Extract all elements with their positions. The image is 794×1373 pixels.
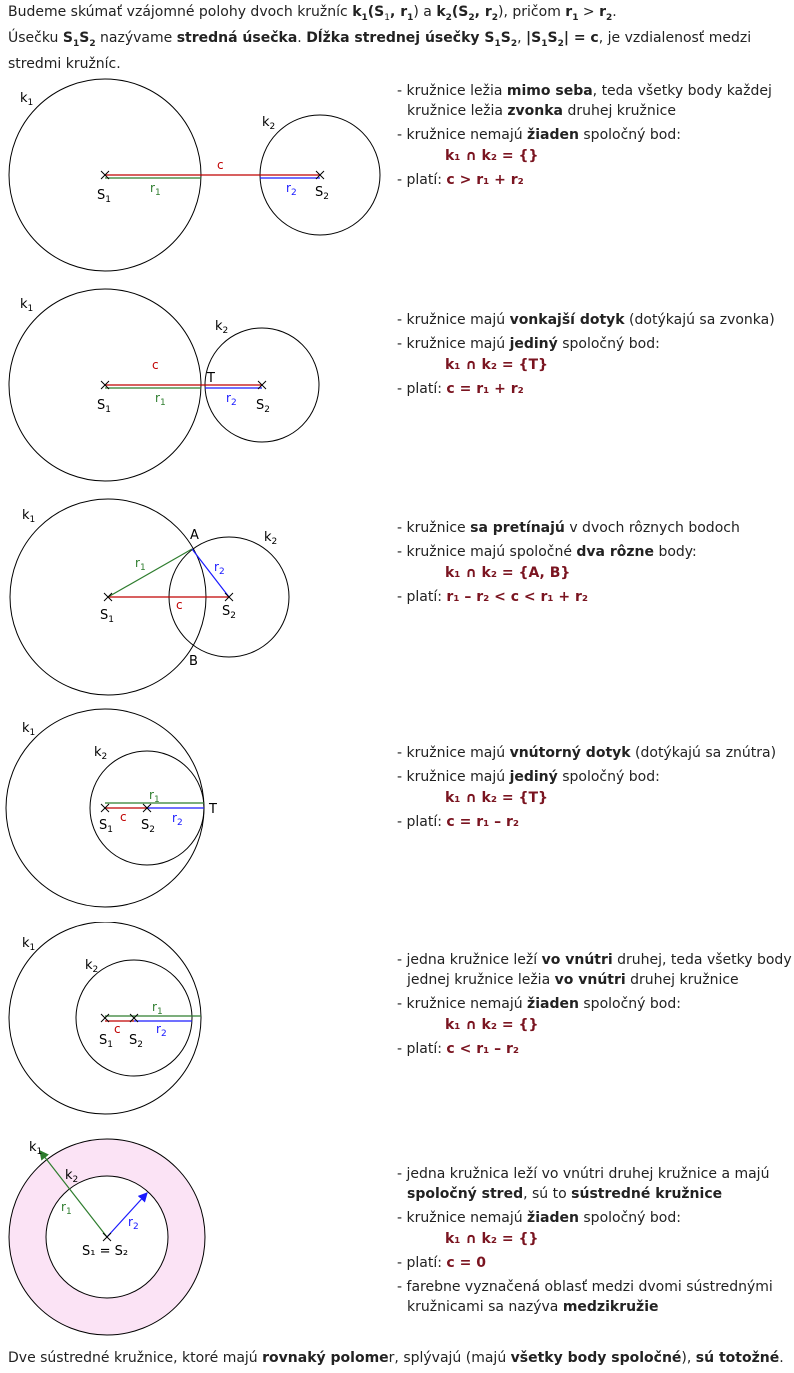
label-s1: $S_1$ <box>100 608 114 625</box>
diagram-concentric <box>0 1135 400 1340</box>
r1-symbol: r <box>565 4 573 20</box>
k2-args-sub: 2 <box>468 12 475 23</box>
desc-item: - kružnice sa pretínajú v dvoch rôznych bodoch <box>397 520 740 536</box>
section-concentric <box>0 1135 794 1340</box>
footer-d: všetky body spoločné <box>510 1350 682 1366</box>
k1-sub: 1 <box>361 12 368 23</box>
formula-intersection: k₁ ∩ k₂ = {T} <box>445 357 548 373</box>
k2-args-open: (S <box>451 4 469 20</box>
desc-item: - kružnice majú spoločné dva rôzne body: <box>397 544 697 560</box>
label-r1: $r_1$ <box>149 788 160 805</box>
label-s2: $S_2$ <box>129 1033 143 1050</box>
desc-item: - jedna kružnica leží vo vnútri druhej kružnice a majú spoločný stred, sú to sústredné kružnice <box>397 1166 770 1202</box>
label-r2: $r_2$ <box>214 560 225 577</box>
section-inside <box>0 922 794 1122</box>
label-c: c <box>120 810 127 824</box>
intro-nazyvame: nazývame <box>95 29 177 46</box>
desc-item: - platí: c = r₁ + r₂ <box>397 381 524 397</box>
label-r1: $r_1$ <box>61 1200 72 1217</box>
label-t: T <box>207 371 215 386</box>
footer-a: Dve sústredné kružnice, ktoré majú <box>8 1350 263 1366</box>
label-s1: $S_1$ <box>97 398 111 415</box>
k1-args-r: , r <box>390 4 408 20</box>
label-r2: $r_2$ <box>226 391 237 408</box>
label-r1: $r_1$ <box>152 1000 163 1017</box>
diagram-external-touch <box>0 285 400 485</box>
k1-args-open: (S <box>367 4 385 20</box>
label-r2: $r_2$ <box>128 1215 139 1232</box>
intro-end: . <box>612 4 617 20</box>
label-a: A <box>190 528 199 543</box>
label-s2: $S_2$ <box>315 185 329 202</box>
diagram-internal-touch <box>0 707 400 912</box>
footer-g: . <box>779 1350 784 1366</box>
label-k2: $k_2$ <box>85 958 99 975</box>
label-k1: $k_1$ <box>22 721 36 738</box>
desc-item: - kružnice majú vnútorný dotyk (dotýkajú sa znútra) <box>397 745 777 761</box>
footer-b: rovnaký polome <box>262 1350 389 1366</box>
k2-sub: 2 <box>445 12 452 23</box>
intro-dot: . <box>297 29 307 46</box>
s1s2-sub1: 1 <box>72 38 80 49</box>
desc-item: - farebne vyznačená oblasť medzi dvomi sústrednými kružnicami sa nazýva medzikružie <box>397 1279 773 1315</box>
label-s2: $S_2$ <box>141 818 155 835</box>
r2-symbol: r <box>599 4 607 20</box>
label-r2: $r_2$ <box>156 1022 167 1039</box>
label-s1: $S_1$ <box>99 1033 113 1050</box>
s1s2-s-b: S <box>79 29 90 46</box>
description-external-touch <box>397 310 792 403</box>
k2-args-r-sub: 2 <box>491 12 499 23</box>
diagram-intersecting <box>0 497 400 697</box>
label-c: c <box>152 358 159 372</box>
desc-item: - platí: c = 0 <box>397 1255 486 1271</box>
intro-and: a <box>418 4 437 20</box>
label-c: c <box>217 158 224 172</box>
s1s2-s: S <box>62 29 73 46</box>
label-s1: $S_1$ <box>99 818 113 835</box>
intro-pricom: , pričom <box>503 4 566 20</box>
intro-line-1 <box>8 2 788 28</box>
footer-note <box>8 1348 788 1368</box>
label-t: T <box>209 802 217 817</box>
label-s1: $S_1$ <box>97 188 111 205</box>
intro-usecku: Úsečku <box>8 29 63 46</box>
desc-item: - kružnice majú vonkajší dotyk (dotýkajú sa zvonka) <box>397 312 775 328</box>
label-k1: $k_1$ <box>22 936 36 953</box>
k2-symbol: k <box>436 4 446 20</box>
desc-item: - kružnice nemajú žiaden spoločný bod: <box>397 127 681 143</box>
label-r2: $r_2$ <box>286 181 297 198</box>
description-internal-touch <box>397 743 792 836</box>
label-c: c <box>176 598 183 612</box>
desc-item: - platí: c < r₁ – r₂ <box>397 1041 520 1057</box>
diagram-outside <box>0 75 400 275</box>
label-k1: $k_1$ <box>20 297 34 314</box>
formula-intersection: k₁ ∩ k₂ = {} <box>445 148 539 164</box>
r1-sub: 1 <box>572 12 579 23</box>
footer-f: sú totožné <box>695 1350 780 1366</box>
label-c: c <box>114 1022 121 1036</box>
label-s2: $S_2$ <box>256 398 270 415</box>
r2-sub: 2 <box>606 12 613 23</box>
desc-item: - kružnice nemajú žiaden spoločný bod: <box>397 996 681 1012</box>
desc-item: - kružnice majú jediný spoločný bod: <box>397 769 660 785</box>
dlzka-sub1: 1 <box>494 38 501 49</box>
abs-s-b: S <box>547 29 558 46</box>
k2-args-close: ) <box>498 4 504 20</box>
intro-line-3: stredmi kružníc. <box>8 55 121 72</box>
stredna-usecka-term: stredná úsečka <box>176 29 298 46</box>
section-intersecting <box>0 497 794 697</box>
label-b: B <box>189 654 198 669</box>
s1s2-sub2: 2 <box>89 38 96 49</box>
formula-intersection: k₁ ∩ k₂ = {} <box>445 1017 539 1033</box>
footer-e: ), <box>681 1350 696 1366</box>
description-concentric <box>397 1164 792 1321</box>
label-k1: $k_1$ <box>29 1140 43 1157</box>
description-outside <box>397 81 792 194</box>
desc-item: - platí: c = r₁ – r₂ <box>397 814 520 830</box>
label-k2: $k_2$ <box>94 745 108 762</box>
label-k1: $k_1$ <box>22 508 36 525</box>
intro-comma: , <box>517 29 526 46</box>
k2-args-r: , r <box>474 4 492 20</box>
desc-item: - jedna kružnice leží vo vnútri druhej, teda všetky body jednej kružnice ležia vo vnútri druhej kružnice <box>397 952 792 988</box>
intro-gt: > <box>578 4 600 20</box>
intro-line-2 <box>8 28 788 54</box>
intro-text <box>8 2 788 74</box>
k1-args-sub: 1 <box>384 12 390 23</box>
description-intersecting <box>397 518 792 611</box>
label-k2: $k_2$ <box>65 1168 79 1185</box>
desc-item: - kružnice ležia mimo seba, teda všetky body každej kružnice ležia zvonka druhej kružnice <box>397 83 772 119</box>
k1-symbol: k <box>352 4 362 20</box>
label-r1: $r_1$ <box>150 181 161 198</box>
label-k2: $k_2$ <box>264 530 278 547</box>
diagram-inside <box>0 922 400 1122</box>
section-outside <box>0 75 794 275</box>
label-s1-equals-s2: S₁ = S₂ <box>82 1244 129 1259</box>
formula-intersection: k₁ ∩ k₂ = {} <box>445 1231 539 1247</box>
dlzka-s-b: S <box>500 29 511 46</box>
description-inside <box>397 950 792 1063</box>
k1-args-close: ) <box>413 4 419 20</box>
desc-item: - platí: c > r₁ + r₂ <box>397 172 524 188</box>
intro-text-a: Budeme skúmať vzájomné polohy dvoch kružníc <box>8 4 353 20</box>
label-r2: $r_2$ <box>172 811 183 828</box>
desc-item: - kružnice majú jediný spoločný bod: <box>397 336 660 352</box>
k1-args-r-sub: 1 <box>407 12 414 23</box>
desc-item: - kružnice nemajú žiaden spoločný bod: <box>397 1210 681 1226</box>
abs-close: | = c <box>563 29 599 46</box>
label-r1: $r_1$ <box>155 391 166 408</box>
section-internal-touch <box>0 707 794 912</box>
footer-c: r, splývajú (majú <box>388 1350 511 1366</box>
abs-sub1: 1 <box>541 38 548 49</box>
dlzka-sub2: 2 <box>510 38 518 49</box>
formula-intersection: k₁ ∩ k₂ = {A, B} <box>445 565 571 581</box>
intro-vzdialenost: , je vzdialenosť medzi <box>598 29 752 46</box>
label-r1: $r_1$ <box>135 556 146 573</box>
label-k2: $k_2$ <box>262 115 276 132</box>
label-s2: $S_2$ <box>222 604 236 621</box>
label-k2: $k_2$ <box>215 319 229 336</box>
abs-sub2: 2 <box>557 38 564 49</box>
label-k1: $k_1$ <box>20 91 34 108</box>
abs-open: |S <box>526 29 542 46</box>
desc-item: - platí: r₁ – r₂ < c < r₁ + r₂ <box>397 589 589 605</box>
dlzka-term: Dĺžka strednej úsečky S <box>306 29 495 46</box>
section-external-touch <box>0 285 794 485</box>
formula-intersection: k₁ ∩ k₂ = {T} <box>445 790 548 806</box>
